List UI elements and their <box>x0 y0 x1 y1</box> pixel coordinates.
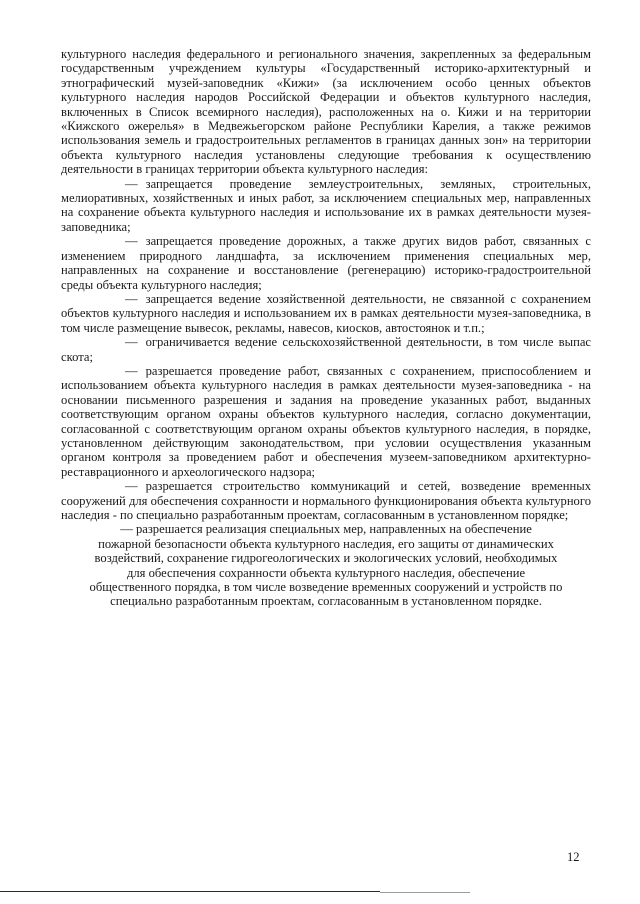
intro-paragraph: культурного наследия федерального и регионального значения, закрепленных за федеральным государственным учреждением культуры «Государственный историко-архитектурный и этнографический музей-заповедник «Кижи» (за исключением особо ценных объектов культурного наследия народов Российской Федерации и объектов культурного наследия, включенных в Список всемирного наследия), расположенных на о. Кижи и на территории «Кижского ожерелья» в Медвежьегорском районе Республики Карелия, а также режимов использования земель и градостроительных регламентов в границах данных зон» на территории объекта культурного наследия установлены следующие требования к осуществлению деятельности в границах территории объекта культурного наследия: <box>61 47 591 177</box>
bottom-scan-line <box>0 891 380 892</box>
dash-marker: — <box>125 234 138 249</box>
page-number: 12 <box>567 850 580 864</box>
dash-marker: — <box>125 335 138 350</box>
requirement-item-3 <box>61 292 591 335</box>
centered-line: общественного порядка, в том числе возведение временных сооружений и устройств по <box>89 580 563 595</box>
centered-line: специально разработанным проектам, согласованным в установленном порядке. <box>110 594 542 609</box>
requirement-item-5 <box>61 364 591 479</box>
dash-marker: — <box>125 363 138 378</box>
centered-line: для обеспечения сохранности объекта культурного наследия, обеспечение <box>126 565 526 580</box>
centered-line: воздействий, сохранение гидрогеологических и экологических условий, необходимых <box>94 551 558 566</box>
requirement-item-6 <box>61 479 591 522</box>
requirement-item-7 <box>61 522 591 608</box>
document-body <box>61 47 591 609</box>
requirement-item-2 <box>61 234 591 292</box>
requirement-item-4 <box>61 335 591 364</box>
requirement-text: запрещается проведение землеустроительных, земляных, строительных, мелиоративных, хозяйственных и иных работ, за исключением специальных мер, направленных на сохранение объекта культурного наследия и использование их в рамках деятельности музея-заповедника; <box>61 176 591 234</box>
requirement-text: ограничивается ведение сельскохозяйственной деятельности, в том числе выпас скота; <box>61 335 591 364</box>
dash-marker: — <box>125 479 138 494</box>
centered-line: — разрешается реализация специальных мер, направленных на обеспечение <box>120 522 532 537</box>
centered-line: пожарной безопасности объекта культурного наследия, его защиты от динамических <box>98 536 554 551</box>
requirement-item-1 <box>61 177 591 235</box>
dash-marker: — <box>125 291 138 306</box>
requirement-text: запрещается ведение хозяйственной деятельности, не связанной с сохранением объектов культурного наследия и использованием их в рамках деятельности музея-заповедника, в том числе размещение вывесок, рекламы, навесов, киосков, автостоянок и т.п.; <box>61 291 591 335</box>
requirement-text: разрешается строительство коммуникаций и сетей, возведение временных сооружений для обеспечения сохранности и нормального функционирования объекта культурного наследия - по специально разработанным проектам, согласованным в установленном порядке; <box>61 479 591 522</box>
bottom-scan-line-faint <box>380 892 470 893</box>
requirement-text: запрещается проведение дорожных, а также других видов работ, связанных с изменением природного ландшафта, за исключением применения специальных мер, направленных на сохранение и восстановление (регенерацию) историко-градостроительной среды объекта культурного наследия; <box>61 234 591 292</box>
dash-marker: — <box>125 176 138 191</box>
requirement-text: разрешается проведение работ, связанных с сохранением, приспособлением и использованием объекта культурного наследия в рамках деятельности музея-заповедника - на основании письменного разрешения и задания на проведение указанных работ, выданных соответствующим органом охраны объектов культурного наследия, согласно документации, согласованной с соответствующим органом охраны объектов культурного наследия, в порядке, установленном действующим законодательством, при условии осуществления указанным органом контроля за проведением работ и обеспечения музеем-заповедником архитектурно-реставрационного и археологического надзора; <box>61 363 591 479</box>
